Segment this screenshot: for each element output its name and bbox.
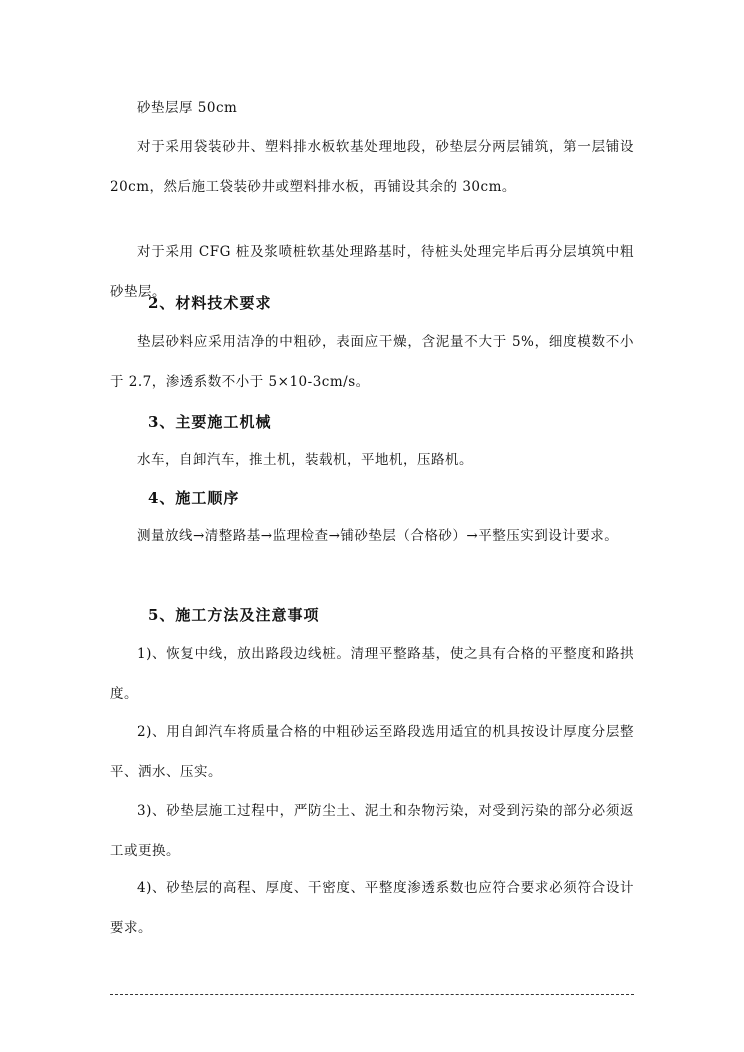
paragraph-step-4: 4)、砂垫层的高程、厚度、干密度、平整度渗透系数也应符合要求必须符合设计要求。 — [110, 880, 634, 936]
paragraph-cfg-method: 对于采用 CFG 桩及浆喷桩软基处理路基时，待桩头处理完毕后再分层填筑中粗砂垫层。 — [110, 244, 634, 300]
paragraph-drain-method: 对于采用袋装砂井、塑料排水板软基处理地段，砂垫层分两层铺筑，第一层铺设 20cm，然后施工袋装砂井或塑料排水板，再铺设其余的 30cm。 — [110, 139, 634, 195]
paragraph-sand-thickness: 砂垫层厚 50cm — [137, 100, 238, 116]
paragraph-step-3: 3)、砂垫层施工过程中，严防尘土、泥土和杂物污染，对受到污染的部分必须返工或更换。 — [110, 803, 634, 859]
heading-material-requirements: 2、材料技术要求 — [148, 294, 272, 312]
paragraph-machinery-list: 水车，自卸汽车，推土机，装载机，平地机，压路机。 — [137, 452, 473, 468]
paragraph-material-spec: 垫层砂料应采用洁净的中粗砂，表面应干燥，含泥量不大于 5%，细度模数不小于 2.7，渗透系数不小于 5×10-3cm/s。 — [110, 334, 634, 390]
heading-construction-machinery: 3、主要施工机械 — [148, 413, 272, 431]
paragraph-sequence-steps: 测量放线→清整路基→监理检查→铺砂垫层（合格砂）→平整压实到设计要求。 — [137, 528, 619, 544]
paragraph-step-2: 2)、用自卸汽车将质量合格的中粗砂运至路段选用适宜的机具按设计厚度分层整平、洒水、压实。 — [110, 724, 634, 780]
footer-divider — [110, 994, 634, 995]
heading-construction-sequence: 4、施工顺序 — [148, 489, 240, 507]
heading-methods-and-precautions: 5、施工方法及注意事项 — [148, 606, 320, 624]
paragraph-step-1: 1)、恢复中线，放出路段边线桩。清理平整路基，使之具有合格的平整度和路拱度。 — [110, 646, 634, 702]
